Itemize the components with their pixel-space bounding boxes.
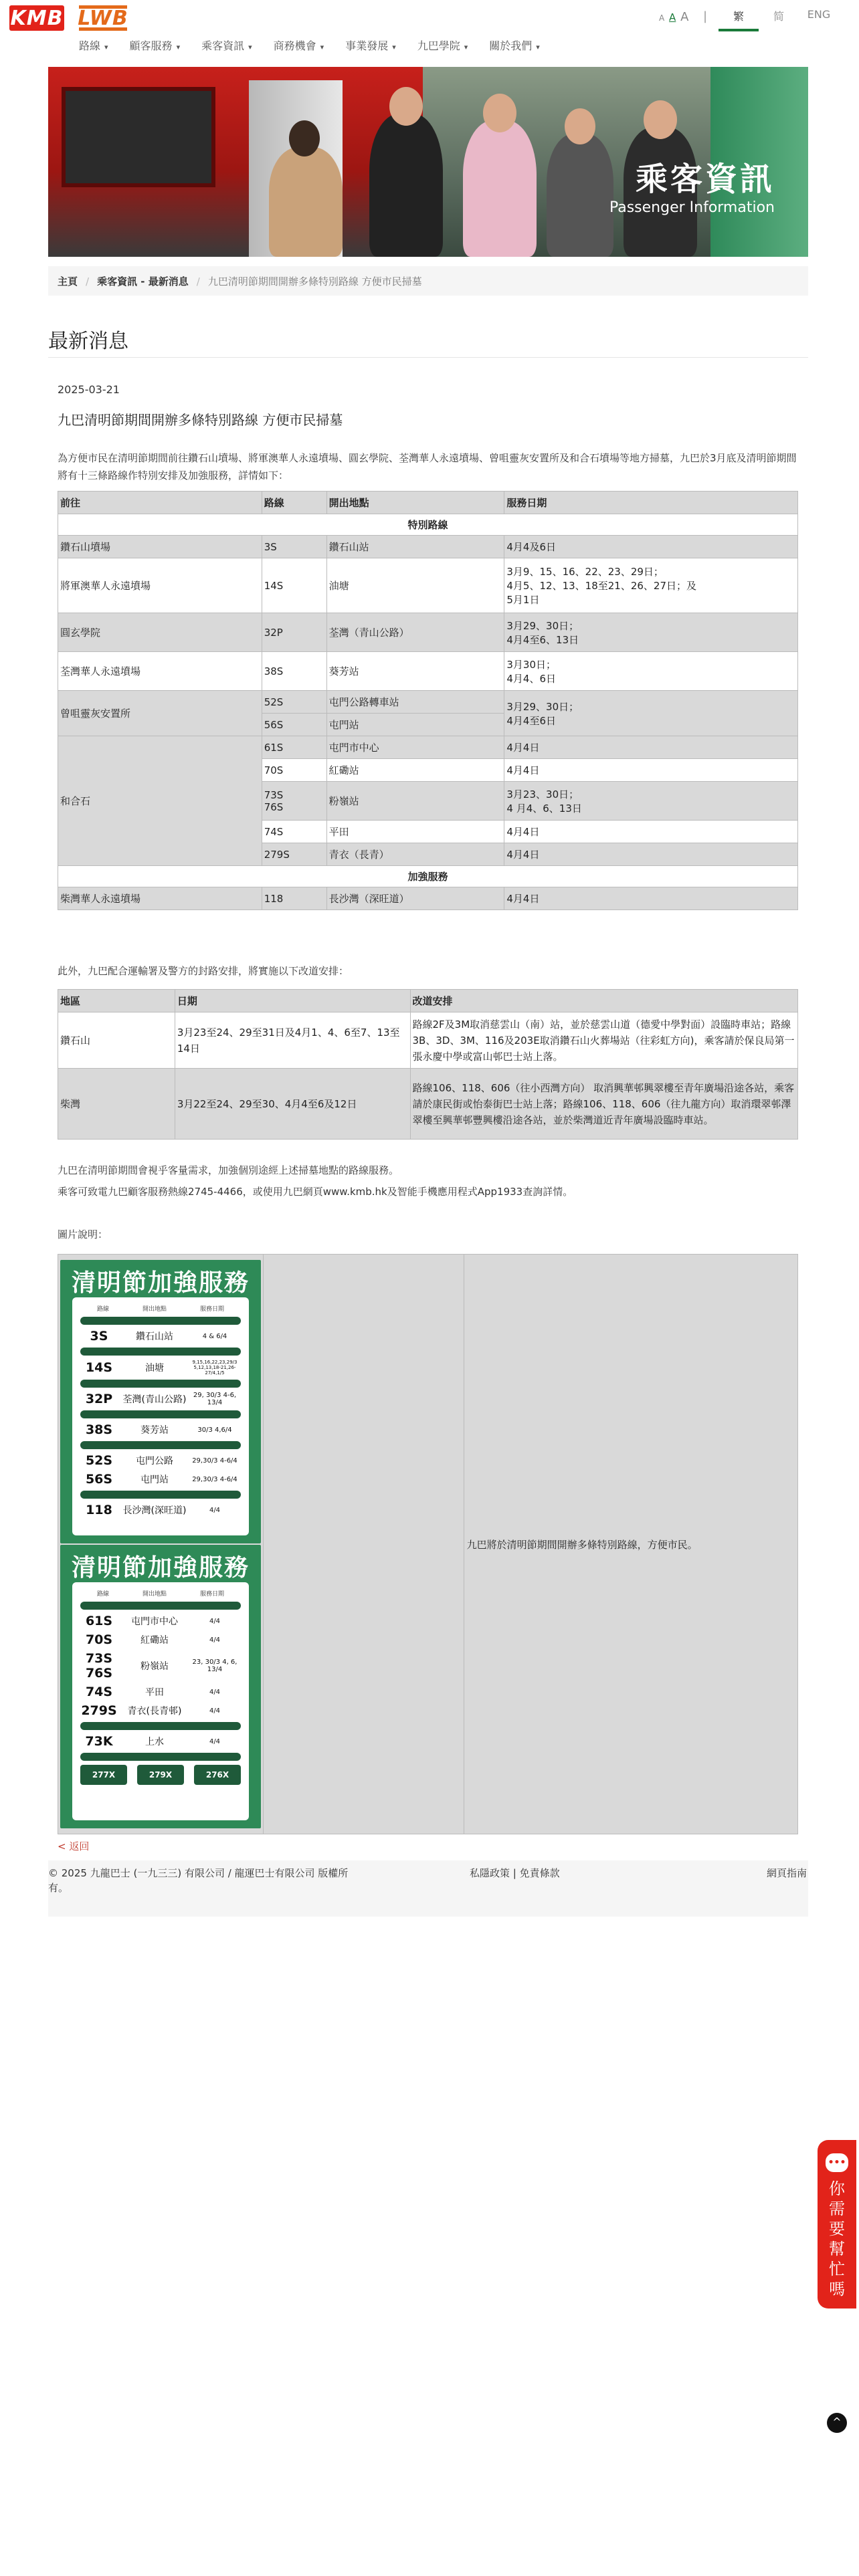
font-size-medium[interactable]: A [669,11,676,23]
poster-cell [58,1255,264,1834]
cell-dates: 3月29、30日； 4月4至6日 [504,691,798,736]
cell-destination: 柴灣華人永遠墳場 [58,887,262,910]
privacy-link[interactable]: 私隱政策 [470,1867,510,1879]
empty-cell [264,1255,464,1834]
banner-person [547,134,613,257]
lwb-logo[interactable]: LWB [78,6,128,30]
poster-title: 清明節加強服務 [71,1554,250,1582]
language-switcher [719,8,839,31]
back-to-top-button[interactable] [827,2413,847,2433]
poster-body [72,1297,249,1535]
poster-bottom-routes: 277X 279X 276X [80,1765,241,1785]
table-row [58,1255,798,1834]
cell-route: 52S [262,691,326,714]
lang-simplified[interactable]: 简 [773,10,784,23]
nav-passenger-info[interactable]: 乘客資訊 ▾ [201,39,252,52]
cell-destination: 鑽石山墳場 [58,536,262,558]
banner-person-head [389,87,423,126]
table-row [58,736,798,759]
table-row [58,1069,798,1140]
cell-dates: 4月4日 [504,759,798,782]
header-separator: | [703,9,708,23]
help-label: 你需要幫忙嗎 [829,2179,845,2298]
cell-route: 14S [262,558,326,613]
poster-row: 3S 鑽石山站 4 & 6/4 [90,1329,227,1344]
cell-from: 青衣（長青） [326,843,504,866]
table-row [58,613,798,652]
section-row [58,866,798,887]
font-size-large[interactable]: A [680,10,689,24]
poster-row: 14S 油塘 9,15,16,22,23,29/3 5,12,13,18-21,26-27/4,1/5 [85,1360,237,1376]
image-caption: 九巴將於清明節期間開辦多條特別路線，方便市民。 [464,1255,797,1834]
help-button[interactable] [818,2140,856,2309]
section-row [58,514,798,536]
poster-row: 61S 屯門市中心 4/4 [85,1614,221,1628]
chevron-down-icon: ▾ [392,43,396,51]
footer-copyright: © 2025 九龍巴士 (一九三三) 有限公司 / 龍運巴士有限公司 版權所有。 [48,1867,349,1894]
banner-title-zh: 乘客資訊 [635,160,775,198]
cell-detail: 路線2F及3M取消慈雲山（南）站，並於慈雲山道（德愛中學對面）設臨時車站；路線3B、3D、3M、116及203E取消鑽石山火葬場站（往彩虹方向)，乘客請於保良局第一張永慶中學或富山邨巴士站上落。 [410,1012,797,1069]
poster-image-1[interactable] [60,1260,261,1543]
poster-section-bar [80,1602,241,1610]
cell-dates: 3月9、15、16、22、23、29日； 4月5、12、13、18至21、26、27日；及 5月1日 [504,558,798,613]
table-row [58,887,798,910]
cell-dates: 4月4日 [504,843,798,866]
cell-from: 鑽石山站 [326,536,504,558]
column-header: 前往 [58,492,262,514]
divider [48,357,808,358]
poster-section-bar [80,1317,241,1325]
cell-dates: 3月29、30日； 4月4至6、13日 [504,613,798,652]
chevron-down-icon: ▾ [104,43,108,51]
column-header: 開出地點 [326,492,504,514]
cell-from: 長沙灣（深旺道） [326,887,504,910]
chevron-down-icon: ▾ [464,43,468,51]
poster-section-bar [80,1380,241,1388]
nav-routes[interactable]: 路線 ▾ [79,39,108,52]
cell-route: 56S [262,714,326,736]
road-closure-table [58,989,798,1140]
cell-dates: 3月23、30日； 4 月4、6、13日 [504,782,798,821]
poster-row: 56S 屯門站 29,30/3 4-6/4 [85,1472,237,1487]
poster-section-bar [80,1491,241,1499]
poster-row: 70S 紅磡站 4/4 [85,1632,221,1647]
column-header: 服務日期 [504,492,798,514]
cell-route: 70S [262,759,326,782]
cell-from: 屯門公路轉車站 [326,691,504,714]
poster-row: 38S 葵芳站 30/3 4,6/4 [85,1422,232,1437]
poster-section-bar [80,1410,241,1418]
banner-person-head [644,100,677,139]
poster-row: 32P 荃灣(青山公路) 29, 30/3 4-6, 13/4 [85,1392,237,1406]
cell-destination: 將軍澳華人永遠墳場 [58,558,262,613]
article-title: 九巴清明節期間開辦多條特別路線 方便市民掃墓 [58,412,343,428]
cell-from: 屯門市中心 [326,736,504,759]
banner-bus-window [62,87,215,187]
banner-person-head [483,94,516,132]
cell-destination: 荃灣華人永遠墳場 [58,652,262,691]
footer-links [470,1866,560,1880]
back-link[interactable]: < 返回 [58,1840,90,1852]
cell-dates: 3月22至24、29至30、4月4至6及12日 [175,1069,410,1140]
breadcrumb-home[interactable]: 主頁 [58,276,78,288]
cell-route: 279S [262,843,326,866]
cell-dates: 3月30日； 4月4、6日 [504,652,798,691]
poster-row: 279S 青衣(長青邨) 4/4 [81,1703,221,1718]
cell-destination: 圓玄學院 [58,613,262,652]
nav-academy[interactable]: 九巴學院 ▾ [417,39,468,52]
banner-title-en: Passenger Information [609,199,775,216]
table-header-row [58,492,798,514]
poster-section-bar [80,1441,241,1449]
image-table [58,1254,798,1834]
cell-from: 油塘 [326,558,504,613]
cell-route: 3S [262,536,326,558]
hero-banner [48,67,808,257]
banner-person-head [289,120,320,156]
banner-person [463,120,537,257]
poster-row: 74S 平田 4/4 [85,1685,221,1699]
column-header: 地區 [58,990,175,1012]
lang-traditional[interactable]: 繁 [719,8,759,31]
poster-header-row: 路線 開出地點 服務日期 [96,1306,224,1313]
poster-image-2[interactable] [60,1545,261,1828]
banner-person [369,114,443,257]
footer [48,1860,808,1917]
cell-from: 荃灣（青山公路） [326,613,504,652]
nav-business[interactable]: 商務機會 ▾ [273,39,324,52]
banner-person [269,147,343,257]
cell-area: 鑽石山 [58,1012,175,1069]
cell-dates: 4月4日 [504,821,798,843]
cell-destination: 曾咀靈灰安置所 [58,691,262,736]
closure-intro: 此外，九巴配合運輸署及警方的封路安排，將實施以下改道安排： [58,965,349,977]
sitemap-link[interactable]: 網頁指南 [766,1867,807,1879]
page-title: 最新消息 [48,330,128,353]
kmb-logo[interactable]: KMB [10,6,64,30]
disclaimer-link[interactable]: 免責條款 [519,1867,560,1879]
poster-section-bar [80,1753,241,1761]
column-header: 日期 [175,990,410,1012]
article-date: 2025-03-21 [58,383,120,396]
breadcrumb-separator: / [196,276,200,288]
banner-person-head [565,108,595,144]
table-row [58,536,798,558]
chevron-down-icon: ▾ [536,43,540,51]
cell-dates: 4月4日 [504,736,798,759]
table-row [58,652,798,691]
breadcrumb-current: 九巴清明節期間開辦多條特別路線 方便市民掃墓 [207,276,422,288]
special-routes-table [58,491,798,910]
main-nav [79,37,561,60]
top-bar [0,0,859,35]
poster-row: 52S 屯門公路 29,30/3 4-6/4 [85,1453,237,1468]
cell-dates: 3月23至24、29至31日及4月1、4、6至7、13至14日 [175,1012,410,1069]
section-title: 加強服務 [58,866,798,887]
poster-section-bar [80,1722,241,1730]
chevron-down-icon: ▾ [248,43,252,51]
font-size-switcher [659,10,690,24]
cell-from: 平田 [326,821,504,843]
chevron-up-icon: ^ [832,2416,842,2428]
poster-title: 清明節加強服務 [71,1269,250,1297]
poster-body [72,1582,249,1820]
breadcrumb-news[interactable]: 乘客資訊 - 最新消息 [97,276,189,288]
lang-english[interactable]: ENG [807,8,831,21]
breadcrumb [48,266,808,296]
note-paragraph: 九巴在清明節期間會視乎客量需求，加強個別途經上述掃墓地點的路線服務。 [58,1164,399,1176]
poster-row: 118 長沙灣(深旺道) 4/4 [86,1503,221,1517]
poster-row: 73K 上水 4/4 [85,1734,221,1749]
nav-customer-service[interactable]: 顧客服務 ▾ [129,39,181,52]
poster-header-row: 路線 開出地點 服務日期 [96,1591,224,1598]
cell-detail: 路線106、118、606（往小西灣方向） 取消興華邨興翠樓至青年廣場沿途各站，乘客請於康民街或怡泰街巴士站上落；路線106、118、606（往九龍方向）取消環翠邨澤翠樓至興華邨豐興樓沿途各站，並於柴灣道近青年廣場設臨時車站。 [410,1069,797,1140]
chevron-down-icon: ▾ [320,43,324,51]
cell-from: 粉嶺站 [326,782,504,821]
cell-from: 葵芳站 [326,652,504,691]
cell-route: 38S [262,652,326,691]
chevron-down-icon: ▾ [176,43,181,51]
cell-route: 118 [262,887,326,910]
cell-route: 74S [262,821,326,843]
footer-links-separator: | [512,1867,516,1879]
banner-title [609,160,775,218]
chat-bubble-icon: ••• [826,2153,848,2172]
cell-route: 61S [262,736,326,759]
table-row [58,1012,798,1069]
poster-row: 73S 76S 粉嶺站 23, 30/3 4, 6, 13/4 [85,1651,237,1681]
cell-destination: 和合石 [58,736,262,866]
article-intro: 為方便市民在清明節期間前往鑽石山墳場、將軍澳華人永遠墳場、圓玄學院、荃灣華人永遠墳場、曾咀靈灰安置所及和合石墳場等地方掃墓，九巴於3月底及清明節期間將有十三條路線作特別安排及加強服務，詳情如下： [58,452,797,481]
breadcrumb-separator: / [86,276,90,288]
table-header-row [58,990,798,1012]
cell-route: 73S 76S [262,782,326,821]
article-notes [58,1160,573,1202]
column-header: 路線 [262,492,326,514]
poster-section-bar [80,1348,241,1356]
cell-dates: 4月4日 [504,887,798,910]
font-size-small[interactable]: A [659,13,665,23]
column-header: 改道安排 [410,990,797,1012]
nav-about[interactable]: 關於我們 ▾ [489,39,540,52]
section-title: 特別路線 [58,514,798,536]
cell-from: 屯門站 [326,714,504,736]
image-caption-label: 圖片說明： [58,1228,108,1241]
cell-from: 紅磡站 [326,759,504,782]
cell-route: 32P [262,613,326,652]
cell-area: 柴灣 [58,1069,175,1140]
cell-dates: 4月4及6日 [504,536,798,558]
table-row [58,558,798,613]
note-paragraph: 乘客可致電九巴顧客服務熱線2745-4466，或使用九巴網頁www.kmb.hk及智能手機應用程式App1933查詢詳情。 [58,1186,573,1198]
table-row [58,691,798,714]
nav-development[interactable]: 事業發展 ▾ [345,39,396,52]
